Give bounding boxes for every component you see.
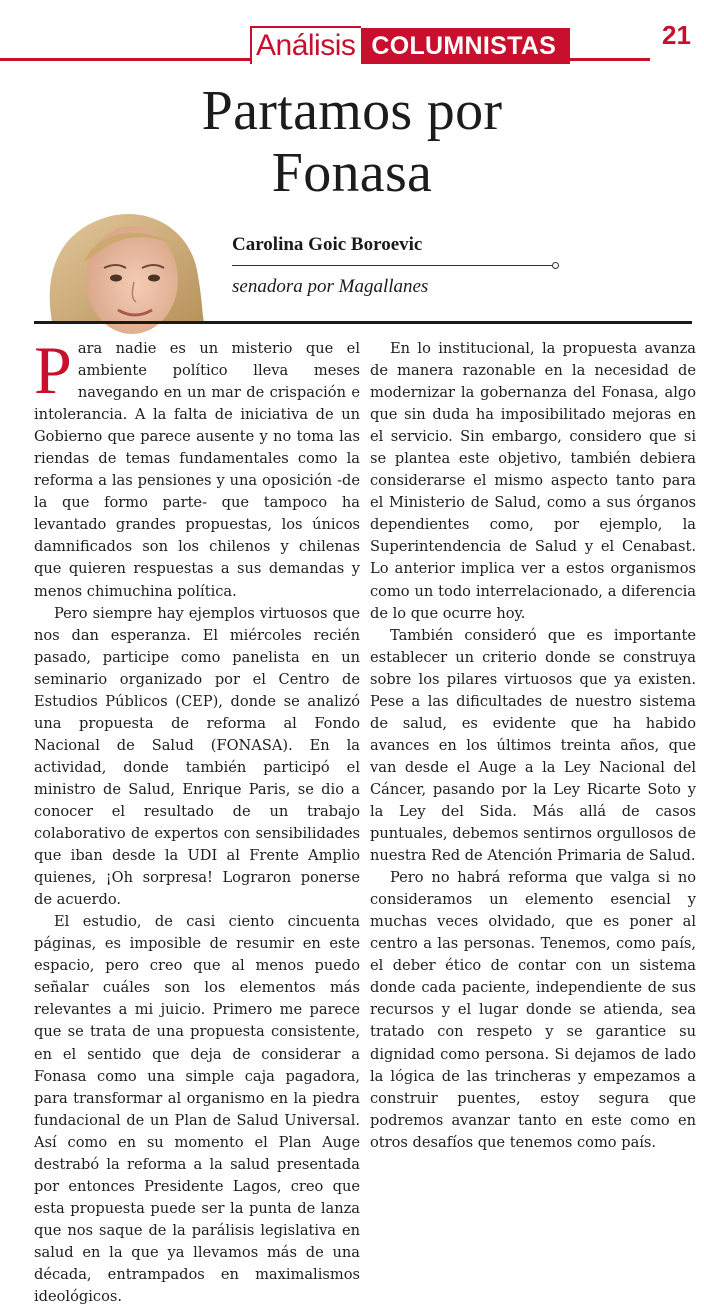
headline-line-2: Fonasa — [271, 142, 433, 204]
section-tag — [250, 22, 570, 64]
page-number: 21 — [662, 20, 691, 50]
headline — [0, 80, 704, 204]
article-paragraph-4: En lo institucional, la propuesta avanza de manera razonable en la necesidad de modernizar la gobernanza del Fonasa, algo que sin duda ha imposibilitado mejoras en el servicio. Sin embargo, considero que si se plantea este objetivo, también debiera considerarse el mismo aspecto tanto para el Ministerio de Salud, como a sus órganos dependientes como, por ejemplo, la Superintendencia de Salud y el Cenabast. Lo anterior implica ver a estos organismos como un todo interrelacionado, a diferencia de lo que ocurre hoy. — [370, 340, 696, 622]
article-column-left — [34, 332, 360, 1308]
article-paragraph-5: También consideró que es importante establecer un criterio donde se construya sobre los pilares virtuosos que ya existen. Pese a las dificultades de nuestro sistema de salud, es evidente que ha habido avances en los últimos treinta años, que van desde el Auge a la Ley Nacional del Cáncer, pasando por la Ley Ricarte Soto y la Ley del Sida. Más allá de casos puntuales, debemos sentirnos orgullosos de nuestra Red de Atención Primaria de Salud. — [370, 626, 696, 865]
author-rule — [232, 265, 554, 266]
article-paragraph-1-text: ara nadie es un misterio que el ambiente político lleva meses navegando en un mar de crispación e intolerancia. A la falta de iniciativa de un Gobierno que parece ausente y no toma las riendas de temas fundamentales como la reforma a las pensiones y una oposición -de la que formo parte- que tampoco ha levantado grandes propuestas, los únicos damnificados son los chilenos y chilenas que quieren respuestas a sus demandas y menos chimuchina política. — [34, 340, 360, 600]
article-column-right — [370, 338, 696, 1154]
article-paragraph-3: El estudio, de casi ciento cincuenta páginas, es imposible de resumir en este espacio, pero creo que al menos puedo señalar cuáles son los elementos más relevantes a mi juicio. Primero me parece que se trata de una propuesta consistente, en el sentido que deja de considerar a Fonasa como una simple caja pagadora, para transformar al organismo en la piedra fundacional de un Plan de Salud Universal. Así como en su momento el Plan Auge destrabó la reforma a la salud presentada por entonces Presidente Lagos, creo que esta propuesta puede ser la punta de lanza que nos saque de la parálisis legislativa en salud en la que ya llevamos más de una década, entrampados en maximalismos ideológicos. — [34, 913, 360, 1306]
article-divider — [34, 321, 692, 324]
section-label-columnistas: COLUMNISTAS — [361, 28, 570, 64]
section-label-analisis: Análisis — [250, 26, 361, 64]
headline-line-1: Partamos por — [201, 80, 503, 142]
article-paragraph-2: Pero siempre hay ejemplos virtuosos que nos dan esperanza. El miércoles recién pasado, participe como panelista en un seminario organizado por el Centro de Estudios Públicos (CEP), donde se analizó una propuesta de reforma al Fondo Nacional de Salud (FONASA). En la actividad, donde también participó el ministro de Salud, Enrique Paris, se dio a conocer el resultado de un trabajo colaborativo de expertos con sensibilidades que iban desde la UDI al Frente Amplio quienes, ¡Oh sorpresa! Lograron ponerse de acuerdo. — [34, 604, 360, 909]
author-rule-end-dot — [552, 262, 559, 269]
article-paragraph-6: Pero no habrá reforma que valga si no consideramos un elemento esencial y muchas veces olvidado, que es poner al centro a las personas. Tenemos, como país, el deber ético de contar con un sistema donde cada paciente, independiente de sus recursos y el lugar donde se atienda, sea tratado con respeto y se garantice su dignidad como persona. Si dejamos de lado la lógica de las trincheras y empezamos a construir puentes, estoy segura que podremos avanzar tanto en este como en otros desafíos que tenemos como país. — [370, 869, 696, 1151]
author-portrait-illustration — [34, 206, 212, 322]
author-role: senadora por Magallanes — [232, 276, 429, 297]
article-paragraph-1 — [34, 332, 360, 603]
author-portrait — [34, 206, 212, 322]
author-name: Carolina Goic Boroevic — [232, 234, 423, 255]
drop-cap: P — [34, 332, 72, 408]
